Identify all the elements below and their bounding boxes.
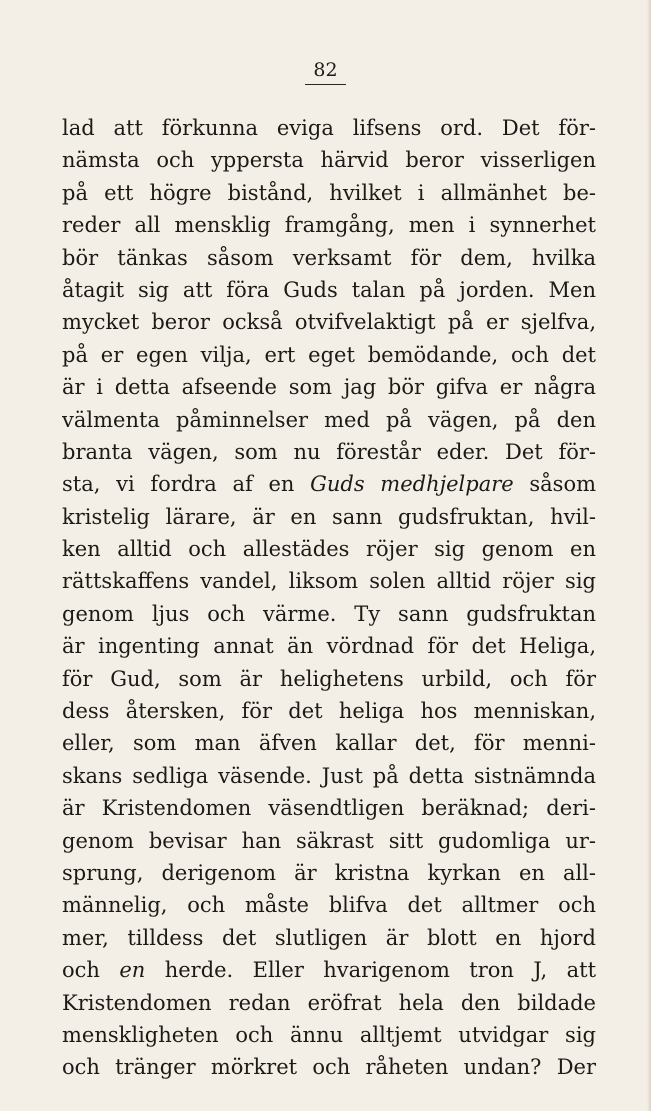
- text-line: och tränger mörkret och råheten undan? Der: [62, 1055, 596, 1080]
- text-segment: och: [62, 958, 120, 983]
- text-line: ken alltid och allestädes röjer sig genom en: [62, 537, 596, 562]
- text-line: branta vägen, som nu förestår eder. Det för-: [62, 439, 596, 464]
- text-line: männelig, och måste blifva det alltmer och: [62, 893, 596, 918]
- text-segment: herde. Eller hvarigenom tron J, att: [145, 958, 596, 983]
- body-text: [62, 112, 596, 1084]
- text-line: eller, som man äfven kallar det, för menni-: [62, 731, 596, 756]
- text-line: dess återsken, för det heliga hos menniskan,: [62, 699, 596, 724]
- text-line: är Kristendomen väsendtligen beräknad; deri-: [62, 796, 596, 821]
- page-number-label: 82: [305, 58, 345, 85]
- text-line: kristelig lärare, är en sann gudsfruktan, hvil-: [62, 504, 596, 529]
- text-line: är i detta afseende som jag bör gifva er några: [62, 375, 596, 400]
- text-line: [62, 954, 596, 986]
- text-line: sprung, derigenom är kristna kyrkan en all-: [62, 860, 596, 885]
- text-line: på ett högre bistånd, hvilket i allmänhet be-: [62, 180, 596, 205]
- text-line: [62, 468, 596, 500]
- text-line: menskligheten och ännu alltjemt utvidgar sig: [62, 1022, 596, 1047]
- text-line: genom ljus och värme. Ty sann gudsfruktan: [62, 601, 596, 626]
- text-line: rättskaffens vandel, liksom solen alltid röjer sig: [62, 569, 596, 594]
- text-line: Kristendomen redan eröfrat hela den bildade: [62, 990, 596, 1015]
- italic-phrase: Guds medhjelpare: [310, 472, 514, 497]
- text-line: på er egen vilja, ert eget bemödande, och det: [62, 342, 596, 367]
- italic-word: en: [119, 958, 146, 983]
- text-line: är ingenting annat än vördnad för det Heliga,: [62, 634, 596, 659]
- text-line: reder all mensklig framgång, men i synnerhet: [62, 213, 596, 238]
- text-segment: såsom: [513, 472, 596, 497]
- text-segment: sta, vi fordra af en: [62, 472, 311, 497]
- page-number: [0, 58, 651, 85]
- text-line: lad att förkunna eviga lifsens ord. Det för-: [62, 116, 596, 140]
- text-line: skans sedliga väsende. Just på detta sistnämnda: [62, 763, 596, 788]
- text-line: genom bevisar han säkrast sitt gudomliga ur-: [62, 828, 596, 853]
- text-line: mer, tilldess det slutligen är blott en hjord: [62, 925, 596, 950]
- text-line: för Gud, som är helighetens urbild, och för: [62, 666, 596, 691]
- text-line: välmenta påminnelser med på vägen, på den: [62, 407, 596, 432]
- text-line: åtagit sig att föra Guds talan på jorden. Men: [62, 277, 596, 302]
- text-line: bör tänkas såsom verksamt för dem, hvilka: [62, 245, 596, 270]
- text-line: mycket beror också otvifvelaktigt på er sjelfva,: [62, 310, 596, 335]
- text-line: nämsta och yppersta härvid beror visserligen: [62, 148, 596, 173]
- page-edge-shadow: [647, 0, 651, 1111]
